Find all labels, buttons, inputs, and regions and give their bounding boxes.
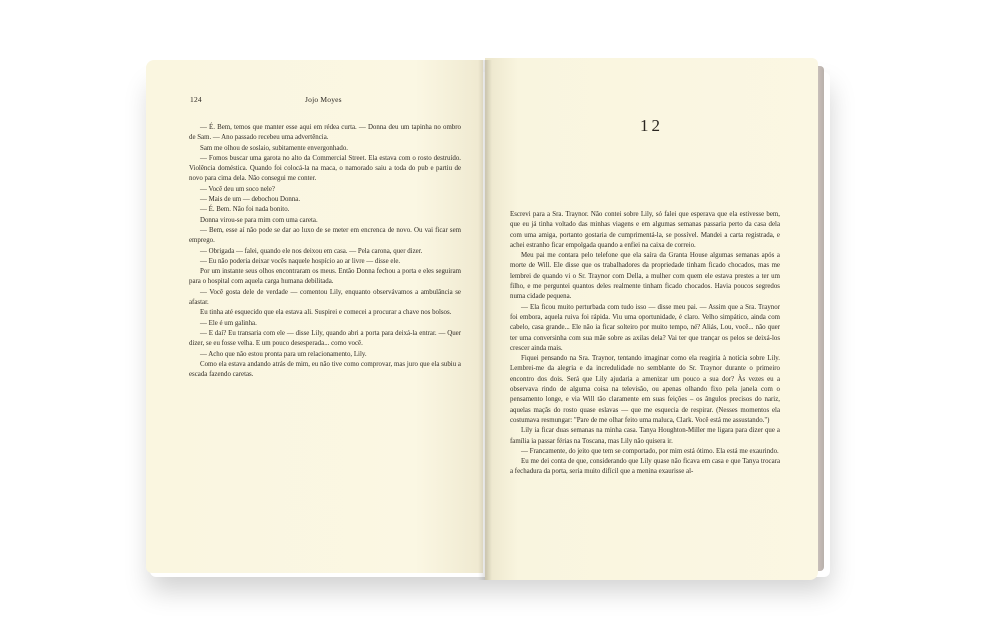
book-gutter <box>478 60 492 580</box>
paragraph: Fiquei pensando na Sra. Traynor, tentando imaginar como ela reagiria à notícia sobre Lily. Lembrei-me da alegria e da incredulidade no semblante do Sr. Traynor durante o primeiro encontro dos dois. Será que Lily ajudaria a amenizar um pouco a sua dor? Às vezes eu a observava rindo de alguma coisa na televisão, ou apenas olhando fixo pela janela com o pensamento longe, e via Will tão claramente em suas feições – os ângulos precisos do nariz, aquelas maçãs do rosto quase eslavas — que me esquecia de respirar. (Nesses momentos ela costumava resmungar: "Pare de me olhar feito uma maluca, Clark. Você está me assustando.") <box>510 355 780 424</box>
paragraph: Eu me dei conta de que, considerando que Lily quase não ficava em casa e que Tanya trocara a fechadura da porta, seria muito difícil que a menina exaurisse al- <box>510 458 780 476</box>
paragraph: — Ela ficou muito perturbada com tudo isso — disse meu pai. — Assim que a Sra. Traynor foi embora, aquela ruiva foi rápida. Viu uma oportunidade, é claro. Velho simpático, ainda com cabelo, casa grande... Ele não ia ficar solteiro por muito tempo, né? Aliás, Lou, você... não quer ter uma conversinha com sua mãe sobre as axilas dela? Vai ter que trançar os pelos se deixá-los crescer ainda mais. <box>510 303 780 352</box>
paragraph: — Fomos buscar uma garota no alto da Commercial Street. Ela estava com o rosto destruído. Violência doméstica. Quando foi colocá-la na maca, o namorado saiu a toda do pub e partiu de novo para cima dela. Não consegui me conter. <box>189 154 461 183</box>
chapter-number: 12 <box>640 116 663 135</box>
paragraph: — Acho que não estou pronta para um relacionamento, Lily. <box>200 350 367 358</box>
paragraph: — É. Bem, temos que manter esse aqui em rédea curta. — Donna deu um tapinha no ombro de Sam. — Ano passado recebeu uma advertência. <box>189 124 461 142</box>
paragraph: Escrevi para a Sra. Traynor. Não contei sobre Lily, só falei que esperava que ela estivesse bem, que eu já tinha voltado das minhas viagens e em algumas semanas passaria perto da casa dela com uma amiga, portanto gostaria de cumprimentá-la, se possível. Mandei a carta registrada, e achei estranho ficar empolgada quando a enfiei na caixa de correio. <box>510 211 780 249</box>
page-number: 124 <box>190 95 202 104</box>
paragraph: — Mais de um — debochou Donna. <box>200 196 301 204</box>
paragraph: — Ele é um galinha. <box>200 319 257 327</box>
paragraph: — Você gosta dele de verdade — comentou Lily, enquanto observávamos a ambulância se afastar. <box>189 288 461 307</box>
paragraph: Por um instante seus olhos encontraram os meus. Então Donna fechou a porta e eles seguiram para o hospital com aquela carga humana debilitada. <box>189 268 461 286</box>
paragraph: Meu pai me contara pelo telefone que ela saíra da Granta House algumas semanas após a morte de Will. Ele disse que os trabalhadores da propriedade tinham ficado chocados, mas me lembrei de quando vi o Sr. Traynor com Della, a mulher com quem ele estava prestes a ter um filho, e me perguntei quantos deles realmente tinham ficado chocados. Havia poucos segredos numa cidade pequena. <box>510 252 780 301</box>
paragraph: Eu tinha até esquecido que ela estava ali. Suspirei e comecei a procurar a chave nos bolsos. <box>200 309 452 317</box>
paragraph: — Francamente, do jeito que tem se comportado, por mim está ótimo. Ela está me exaurindo. <box>521 447 779 455</box>
left-page-text <box>189 123 461 380</box>
paragraph: Lily ia ficar duas semanas na minha casa. Tanya Houghton-Miller me ligara para dizer que a família ia passar férias na Toscana, mas Lily não quisera ir. <box>510 427 780 445</box>
paragraph: — Eu não poderia deixar vocês naquele hospício ao ar livre — disse ele. <box>200 257 401 265</box>
paragraph: — Você deu um soco nele? <box>200 185 275 193</box>
paragraph: — É. Bem. Não foi nada bonito. <box>200 206 290 214</box>
paragraph: Donna virou-se para mim com uma careta. <box>200 216 318 224</box>
paragraph: — Bem, esse aí não pode se dar ao luxo de se meter em encrenca de novo. Ou vai ficar sem emprego. <box>189 226 461 245</box>
running-head: Jojo Moyes <box>305 95 342 104</box>
paragraph: Como ela estava andando atrás de mim, eu não tive como comprovar, mas juro que ela subiu a escada fazendo caretas. <box>189 360 461 379</box>
paragraph: — E daí? Eu transaria com ele — disse Lily, quando abri a porta para deixá-la entrar. — Quer dizer, se eu fosse velha. E um pouco desesperada... como você. <box>189 329 461 348</box>
paragraph: Sam me olhou de soslaio, subitamente envergonhado. <box>200 144 348 152</box>
paragraph: — Obrigada — falei, quando ele nos deixou em casa. — Pela carona, quer dizer. <box>200 247 423 255</box>
right-page-text <box>510 210 780 478</box>
